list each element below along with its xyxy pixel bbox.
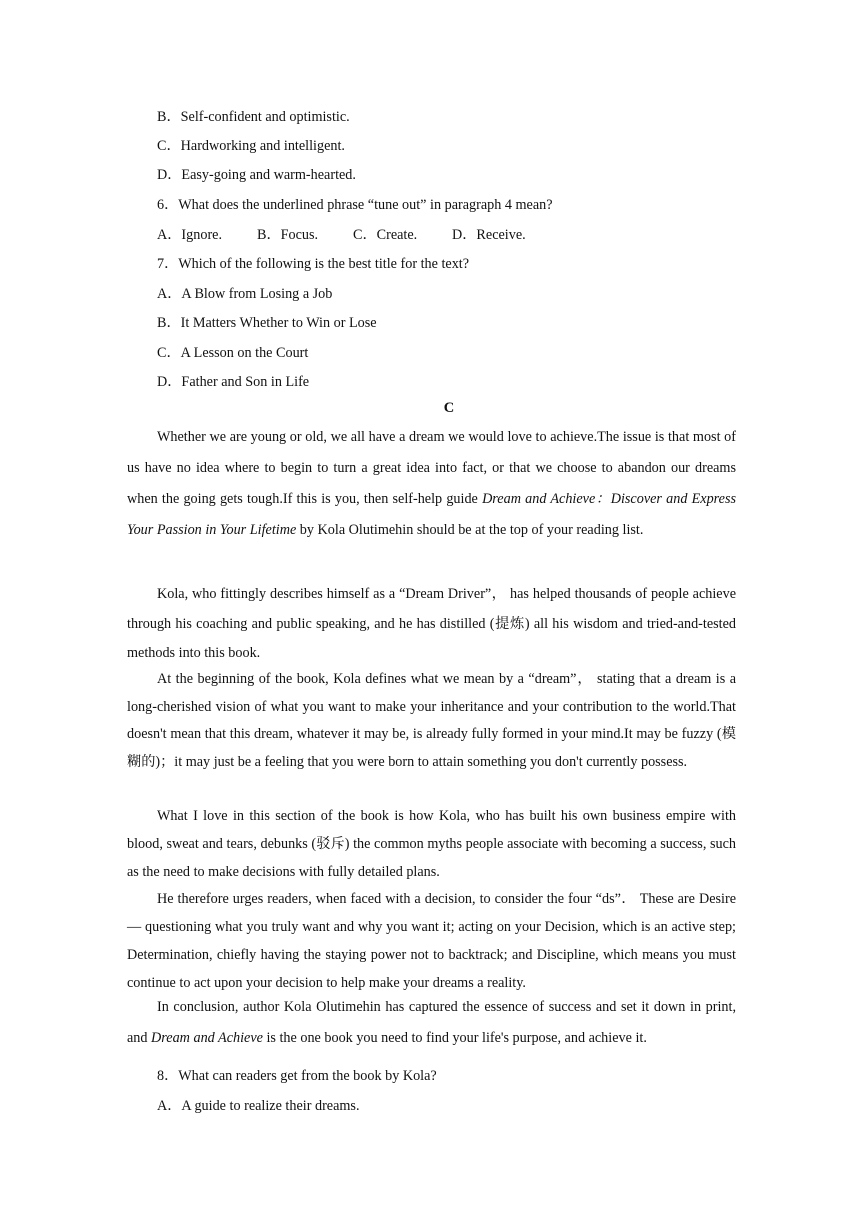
q8-option-a: A．A guide to realize their dreams. xyxy=(157,1098,360,1114)
passage-paragraph-2: Kola, who fittingly describes himself as a “Dream Driver”， has helped thousands of people achieve through his coaching and public speaking, and he has distilled (提炼) all his wisdom and tried-and-tested methods into this book. xyxy=(127,586,736,661)
q7-option-b: B．It Matters Whether to Win or Lose xyxy=(157,315,377,331)
q6-choices xyxy=(157,224,526,244)
q6-stem: 6．What does the underlined phrase “tune out” in paragraph 4 mean? xyxy=(157,197,553,213)
passage-paragraph-4: What I love in this section of the book is how Kola, who has built his own business empire with blood, sweat and tears, debunks (驳斥) the common myths people associate with becoming a success, such as the need to make decisions with fully detailed plans. xyxy=(127,808,736,880)
q6-option-d: D．Receive. xyxy=(452,227,526,243)
q5-option-b: B．Self-confident and optimistic. xyxy=(157,109,350,125)
q6-option-a: A．Ignore. xyxy=(157,227,223,243)
q7-option-c: C．A Lesson on the Court xyxy=(157,345,309,361)
q8-stem: 8．What can readers get from the book by Kola? xyxy=(157,1068,437,1084)
passage-paragraph-3: At the beginning of the book, Kola defines what we mean by a “dream”， stating that a dream is a long-cherished vision of what you want to make your inheritance and your contribution to the world.That doesn't mean that this dream, whatever it may be, is already fully formed in your mind.It may be fuzzy (模糊的)；it may just be a feeling that you were born to attain something you don't currently possess. xyxy=(127,671,736,770)
q5-option-d: D．Easy-going and warm-hearted. xyxy=(157,167,356,183)
q5-option-c: C．Hardworking and intelligent. xyxy=(157,138,345,154)
q7-option-d: D．Father and Son in Life xyxy=(157,374,310,390)
section-heading: C xyxy=(443,400,455,416)
q7-option-a: A．A Blow from Losing a Job xyxy=(157,286,333,302)
passage-paragraph-5: He therefore urges readers, when faced with a decision, to consider the four “ds”． These are Desire — questioning what you truly want and why you want it; acting on your Decision, which is an active step; Determination, chiefly having the staying power not to backtrack; and Discipline, which means you must continue to act upon your decision to help make your dreams a reality. xyxy=(127,891,736,991)
q6-option-b: B．Focus. xyxy=(257,227,319,243)
book-title: Dream and Achieve：Discover and Express Your Passion in Your Lifetime xyxy=(127,491,736,538)
passage-paragraph-1: Whether we are young or old, we all have a dream we would love to achieve.The issue is that most of us have no idea where to begin to turn a great idea into fact, or that we choose to abandon our dreams when the going gets tough.If this is you, then self-help guide Dream and Achieve：Discover and Express Your Passion in Your Lifetime by Kola Olutimehin should be at the top of your reading list. xyxy=(127,429,736,538)
book-title-short: Dream and Achieve xyxy=(151,1030,263,1046)
q7-stem: 7．Which of the following is the best title for the text? xyxy=(157,256,470,272)
passage-paragraph-6: In conclusion, author Kola Olutimehin has captured the essence of success and set it down in print, and Dream and Achieve is the one book you need to find your life's purpose, and achieve it. xyxy=(127,999,736,1046)
q6-option-c: C．Create. xyxy=(353,227,418,243)
